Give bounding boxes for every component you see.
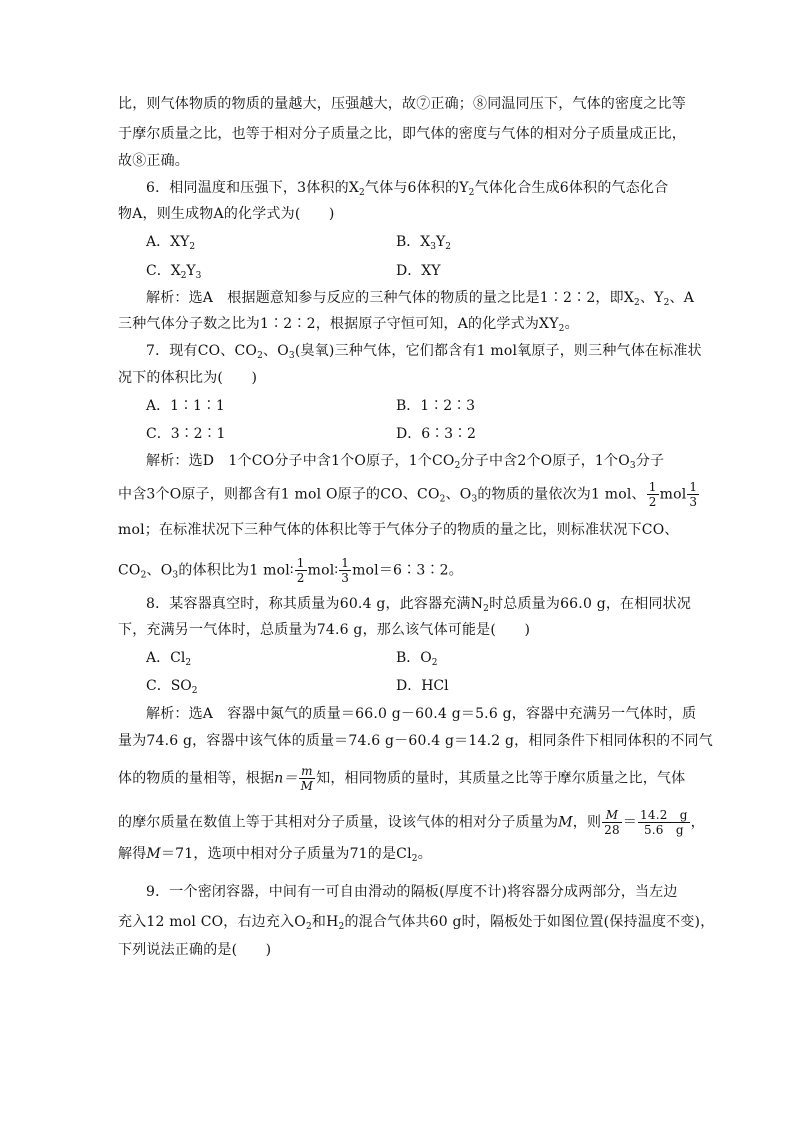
answer-7: 中含3个O原子，则都含有1 mol O原子的CO、$CO_2$、$O_3$的物质的量依次为1 mol、 $\frac{1}{2}$ mol $\frac{1}{3}$ [118,480,698,509]
answer-6: 三种气体分子数之比为1∶2∶2，根据原子守恒可知，A的化学式为$XY_2$。 [118,316,579,334]
fraction: $\frac{1}{2}$ [296,556,305,585]
answer-7: 解析：选D 1个CO分子中含1个O原子，1个$CO_2$分子中含2个O原子，1个$O_3$分子 [146,453,665,471]
fraction: $\frac{1}{3}$ [689,480,698,509]
question-8-stem: 8．某容器真空时，称其质量为60.4 g，此容器充满$N_2$时总质量为66.0 g，在相同状况 [146,596,692,614]
fraction: $\frac{1}{2}$ [648,480,657,509]
option-b: B．$O_2$ [396,650,438,668]
answer-8: 量为74.6 g，容器中该气体的质量＝74.6 g－60.4 g＝14.2 g，相同条件下相同体积的不同气 [118,733,713,749]
fraction: $\frac{1}{3}$ [341,556,350,585]
question-9-stem: 下列说法正确的是( ) [118,942,272,958]
question-6-stem: 6．相同温度和压强下，3体积的$X_2$气体与6体积的$Y_2$气体化合生成6体积的气态化合 [146,180,669,198]
answer-8: 解得M＝71，选项中相对分子质量为71的是$Cl_2$。 [118,846,432,864]
option-c: C．$X_2Y_3$ [146,263,202,281]
text-line: 于摩尔质量之比，也等于相对分子质量之比，即气体的密度与气体的相对分子质量成正比， [118,126,686,142]
text-line: 比，则气体物质的物质的量越大，压强越大，故⑦正确；⑧同温同压下，气体的密度之比等 [118,96,686,112]
answer-8: 的摩尔质量在数值上等于其相对分子质量，设该气体的相对分子质量为M，则 $\frac{M}{28}$ ＝ $\frac{14.2 g}{5.6 g}$ ， [118,808,705,837]
answer-8: 解析：选A 容器中氮气的质量＝66.0 g－60.4 g＝5.6 g，容器中充满另一气体时，质 [146,706,697,722]
question-6-stem: 物A，则生成物A的化学式为( ) [118,206,335,222]
option-a: A．$Cl_2$ [146,650,192,668]
answer-6: 解析：选A 根据题意知参与反应的三种气体的物质的量之比是1∶2∶2，即$X_2$、$Y_2$、A [146,290,695,308]
question-8-stem: 下，充满另一气体时，总质量为74.6 g，那么该气体可能是( ) [118,622,531,638]
question-7-stem: 况下的体积比为( ) [118,370,258,386]
answer-7: $CO_2$、$O_3$的体积比为1 mol∶ $\frac{1}{2}$ mol∶ $\frac{1}{3}$ mol＝6∶3∶2。 [118,556,463,585]
text-line: 故⑧正确。 [118,153,189,169]
option-a: A．$XY_2$ [146,234,196,252]
question-9-stem: 充入12 mol CO，右边充入$O_2$和$H_2$的混合气体共60 g时，隔板处于如图位置(保持温度不变)， [118,914,715,932]
option-b: B．$X_3Y_2$ [396,234,451,252]
option-d: D．6∶3∶2 [396,426,476,442]
option-b: B．1∶2∶3 [396,398,476,414]
fraction: $\frac{m}{M}$ [300,764,314,793]
option-d: D．XY [396,263,441,279]
fraction: $\frac{M}{28}$ [604,808,620,837]
fraction: $\frac{14.2 g}{5.6 g}$ [640,808,688,837]
answer-7: mol；在标准状况下三种气体的体积比等于气体分子的物质的量之比，则标准状况下CO、 [118,522,679,538]
option-c: C．3∶2∶1 [146,426,226,442]
option-c: C．$SO_2$ [146,678,198,696]
question-7-stem: 7．现有CO、$CO_2$、$O_3$(臭氧)三种气体，它们都含有1 mol氧原子，则三种气体在标准状 [146,343,702,361]
option-d: D．HCl [396,678,449,694]
answer-8: 体的物质的量相等，根据n＝ $\frac{m}{M}$ 知，相同物质的量时，其质量之比等于摩尔质量之比，气体 [118,764,686,793]
option-a: A．1∶1∶1 [146,398,225,414]
question-9-stem: 9．一个密闭容器，中间有一可自由滑动的隔板(厚度不计)将容器分成两部分，当左边 [146,884,678,900]
